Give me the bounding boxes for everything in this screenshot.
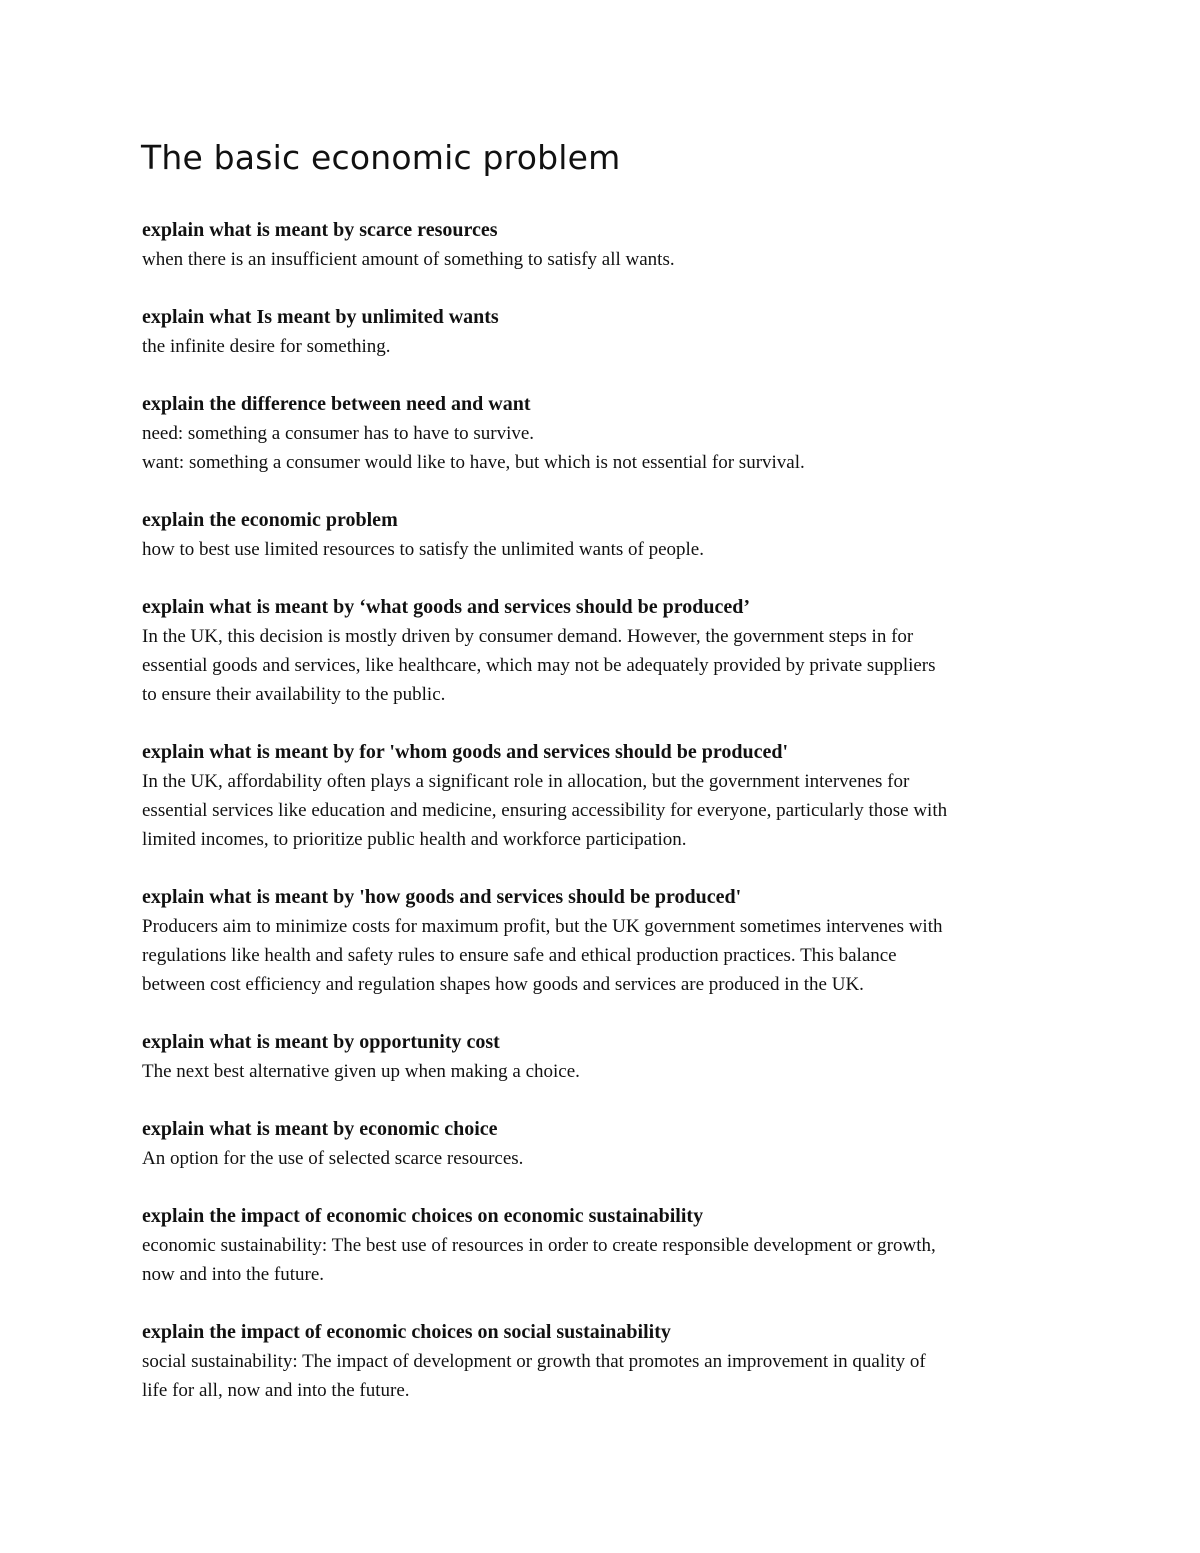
- question-heading: explain the difference between need and want: [142, 393, 531, 415]
- question-heading: explain what is meant by for 'whom goods and services should be produced': [142, 741, 789, 763]
- qa-section: [142, 883, 1102, 999]
- qa-section: [142, 1028, 1102, 1086]
- answer-line: the infinite desire for something.: [142, 336, 391, 357]
- qa-section: [142, 738, 1102, 854]
- document-body: [142, 216, 1102, 1434]
- answer-line: need: something a consumer has to have to survive.: [142, 423, 535, 444]
- answer-line: limited incomes, to prioritize public health and workforce participation.: [142, 829, 687, 850]
- qa-section: [142, 1318, 1102, 1405]
- question-heading: explain what is meant by scarce resources: [142, 219, 498, 241]
- answer-line: In the UK, affordability often plays a significant role in allocation, but the government intervenes for: [142, 771, 910, 792]
- answer-line: social sustainability: The impact of development or growth that promotes an improvement in quality of: [142, 1351, 926, 1372]
- answer-line: In the UK, this decision is mostly driven by consumer demand. However, the government steps in for: [142, 626, 914, 647]
- question-heading: explain what is meant by economic choice: [142, 1118, 498, 1140]
- answer-line: regulations like health and safety rules to ensure safe and ethical production practices. This balance: [142, 945, 897, 966]
- answer-line: how to best use limited resources to satisfy the unlimited wants of people.: [142, 539, 704, 560]
- answer-line: want: something a consumer would like to have, but which is not essential for survival.: [142, 452, 805, 473]
- answer-line: Producers aim to minimize costs for maximum profit, but the UK government sometimes intervenes with: [142, 916, 943, 937]
- qa-section: [142, 1115, 1102, 1173]
- answer-line: economic sustainability: The best use of resources in order to create responsible development or growth,: [142, 1235, 936, 1256]
- answer-line: essential services like education and medicine, ensuring accessibility for everyone, particularly those with: [142, 800, 948, 821]
- question-heading: explain the economic problem: [142, 509, 398, 531]
- qa-section: [142, 303, 1102, 361]
- answer-line: now and into the future.: [142, 1264, 325, 1285]
- question-heading: explain what is meant by ‘what goods and services should be produced’: [142, 596, 751, 618]
- question-heading: explain the impact of economic choices on economic sustainability: [142, 1205, 704, 1227]
- answer-line: life for all, now and into the future.: [142, 1380, 410, 1401]
- qa-section: [142, 1202, 1102, 1289]
- answer-line: The next best alternative given up when making a choice.: [142, 1061, 580, 1082]
- answer-line: between cost efficiency and regulation shapes how goods and services are produced in the UK.: [142, 974, 864, 995]
- question-heading: explain what is meant by 'how goods and services should be produced': [142, 886, 742, 908]
- question-heading: explain what Is meant by unlimited wants: [142, 306, 499, 328]
- qa-section: [142, 593, 1102, 709]
- question-heading: explain the impact of economic choices on social sustainability: [142, 1321, 671, 1343]
- question-heading: explain what is meant by opportunity cost: [142, 1031, 500, 1053]
- qa-section: [142, 216, 1102, 274]
- page-title: The basic economic problem: [141, 138, 621, 177]
- answer-line: essential goods and services, like healthcare, which may not be adequately provided by private suppliers: [142, 655, 936, 676]
- answer-line: to ensure their availability to the public.: [142, 684, 446, 705]
- answer-line: when there is an insufficient amount of something to satisfy all wants.: [142, 249, 675, 270]
- qa-section: [142, 506, 1102, 564]
- qa-section: [142, 390, 1102, 477]
- answer-line: An option for the use of selected scarce resources.: [142, 1148, 524, 1169]
